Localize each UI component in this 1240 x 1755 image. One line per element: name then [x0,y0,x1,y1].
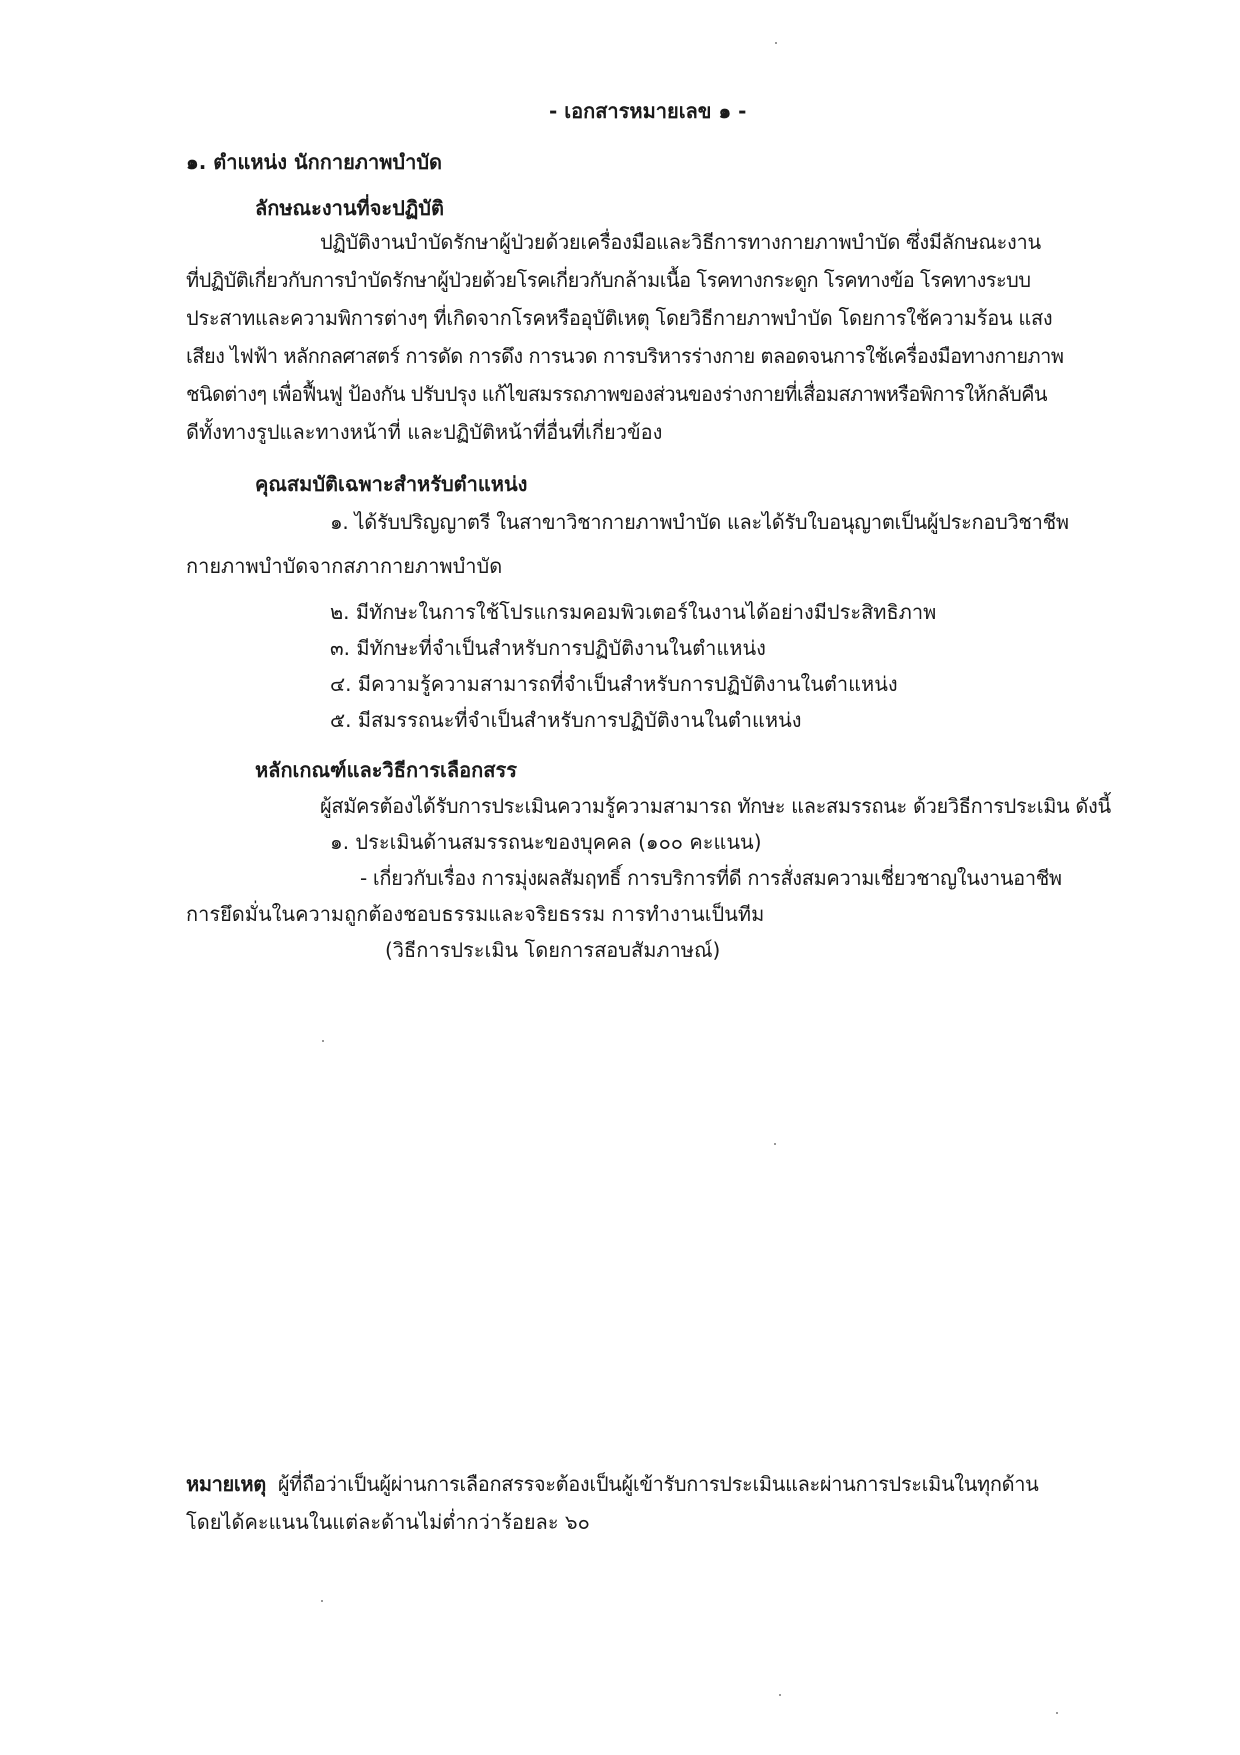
qualification-item: ๓. มีทักษะที่จำเป็นสำหรับการปฏิบัติงานในตำแหน่ง [330,636,766,660]
note-line-1 [186,1470,1038,1498]
scan-speck [321,1600,323,1602]
scan-speck [1056,1712,1058,1714]
job-nature-line: ปฏิบัติงานบำบัดรักษาผู้ป่วยด้วยเครื่องมือและวิธีการทางกายภาพบำบัด ซึ่งมีลักษณะงาน [320,230,1041,254]
qualification-item: ๒. มีทักษะในการใช้โปรแกรมคอมพิวเตอร์ในงานได้อย่างมีประสิทธิภาพ [330,600,937,624]
selection-detail-line: - เกี่ยวกับเรื่อง การมุ่งผลสัมฤทธิ์ การบริการที่ดี การสั่งสมความเชี่ยวชาญในงานอาชีพ [360,866,1062,890]
job-nature-line: ที่ปฏิบัติเกี่ยวกับการบำบัดรักษาผู้ป่วยด้วยโรคเกี่ยวกับกล้ามเนื้อ โรคทางกระดูก โรคทางข้อ โรคทางระบบ [186,268,1031,292]
scan-speck [322,1040,324,1042]
selection-criterion: ๑. ประเมินด้านสมรรถนะของบุคคล (๑๐๐ คะแนน) [330,830,762,854]
selection-method: (วิธีการประเมิน โดยการสอบสัมภาษณ์) [385,938,721,962]
document-number-header: - เอกสารหมายเลข ๑ - [549,99,747,123]
qualification-item: ๔. มีความรู้ความสามารถที่จำเป็นสำหรับการปฏิบัติงานในตำแหน่ง [330,672,898,696]
qualification-item-1-continued: กายภาพบำบัดจากสภากายภาพบำบัด [186,554,503,578]
note-text: ผู้ที่ถือว่าเป็นผู้ผ่านการเลือกสรรจะต้องเป็นผู้เข้ารับการประเมินและผ่านการประเมินในทุกด้าน [277,1472,1039,1496]
job-nature-line: ประสาทและความพิการต่างๆ ที่เกิดจากโรคหรืออุบัติเหตุ โดยวิธีกายภาพบำบัด โดยการใช้ความร้อน แสง [186,306,1053,330]
selection-detail-line: การยึดมั่นในความถูกต้องชอบธรรมและจริยธรรม การทำงานเป็นทีม [186,902,765,926]
job-nature-line: เสียง ไฟฟ้า หลักกลศาสตร์ การดัด การดึง การนวด การบริหารร่างกาย ตลอดจนการใช้เครื่องมือทางกายภาพ [186,344,1064,368]
note-line-2: โดยได้คะแนนในแต่ละด้านไม่ต่ำกว่าร้อยละ ๖๐ [186,1510,590,1534]
scan-speck [775,42,777,44]
selection-heading: หลักเกณฑ์และวิธีการเลือกสรร [255,758,517,782]
job-nature-line: ดีทั้งทางรูปและทางหน้าที่ และปฏิบัติหน้าที่อื่นที่เกี่ยวข้อง [186,420,663,444]
position-title: ๑. ตำแหน่ง นักกายภาพบำบัด [186,150,442,174]
selection-intro: ผู้สมัครต้องได้รับการประเมินความรู้ความสามารถ ทักษะ และสมรรถนะ ด้วยวิธีการประเมิน ดังนี้ [320,794,1111,818]
qualification-item-1: ๑. ได้รับปริญญาตรี ในสาขาวิชากายภาพบำบัด และได้รับใบอนุญาตเป็นผู้ประกอบวิชาชีพ [330,510,1069,534]
note-label: หมายเหตุ [186,1472,266,1496]
qualification-item: ๕. มีสมรรถนะที่จำเป็นสำหรับการปฏิบัติงานในตำแหน่ง [330,708,802,732]
scan-speck [774,1143,776,1145]
qualifications-heading: คุณสมบัติเฉพาะสำหรับตำแหน่ง [255,472,528,496]
job-nature-line: ชนิดต่างๆ เพื่อฟื้นฟู ป้องกัน ปรับปรุง แก้ไขสมรรถภาพของส่วนของร่างกายที่เสื่อมสภาพหรือพิการให้กลับคืน [186,382,1047,406]
job-nature-heading: ลักษณะงานที่จะปฏิบัติ [255,196,444,220]
scan-speck [779,1694,781,1696]
